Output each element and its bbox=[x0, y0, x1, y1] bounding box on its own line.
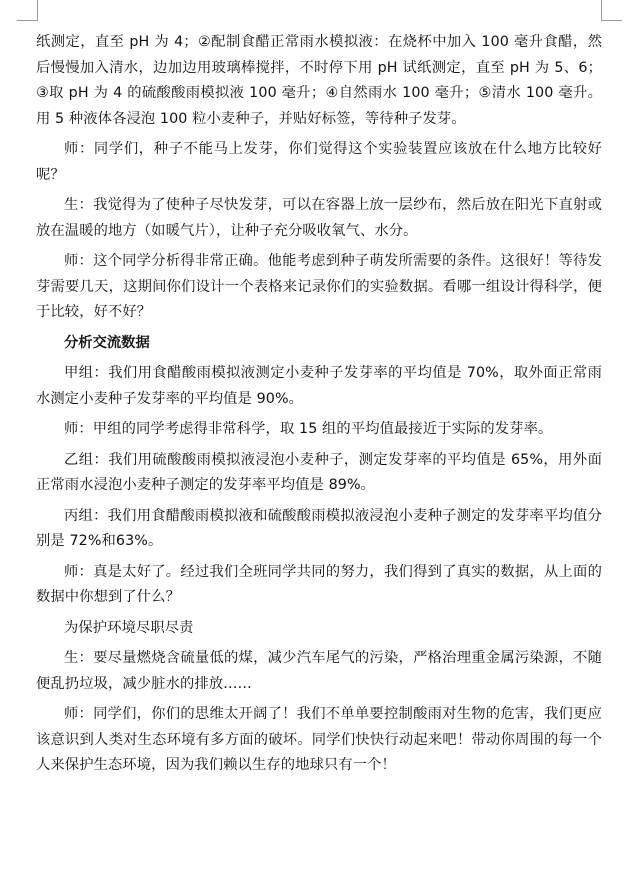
paragraph-teacher-summary: 师：真是太好了。经过我们全班同学共同的努力，我们得到了真实的数据，从上面的数据中你想到了什么？ bbox=[36, 563, 602, 605]
page-corner-mark-left bbox=[17, 0, 38, 21]
paragraph-teacher-closing: 师：同学们，你们的思维太开阔了！我们不单单要控制酸雨对生物的危害，我们更应该意识到人类对生态环境有多方面的破坏。同学们快快行动起来吧！带动你周围的每一个人来保护生态环境，因为我们赖以生存的地球只有一个！ bbox=[36, 706, 602, 773]
paragraph-teacher-question: 师：同学们，种子不能马上发芽，你们觉得这个实验装置应该放在什么地方比较好呢？ bbox=[36, 141, 602, 183]
paragraph-student-answer: 生：我觉得为了使种子尽快发芽，可以在容器上放一层纱布，然后放在阳光下直射或放在温暖的地方（如暖气片），让种子充分吸收氧气、水分。 bbox=[36, 197, 602, 239]
document-body bbox=[36, 30, 602, 784]
paragraph-experiment-steps: 纸测定，直至 pH 为 4；②配制食醋正常雨水模拟液：在烧杯中加入 100 毫升食醋，然后慢慢加入清水，边加边用玻璃棒搅拌，不时停下用 pH 试纸测定，直至 pH 为 5、6；③取 pH 为 4 的硫酸酸雨模拟液 100 毫升；④自然雨水 100 毫升；⑤清水 100 毫升。用 5 种液体各浸泡 100 粒小麦种子，并贴好标签，等待种子发芽。 bbox=[36, 34, 602, 127]
section-heading-analysis: 分析交流数据 bbox=[64, 334, 150, 351]
paragraph-teacher-group-a: 师：甲组的同学考虑得非常科学，取 15 组的平均值最接近于实际的发芽率。 bbox=[64, 421, 553, 437]
paragraph-group-c: 丙组：我们用食醋酸雨模拟液和硫酸酸雨模拟液浸泡小麦种子测定的发芽率平均值分别是 72%和63%。 bbox=[36, 507, 602, 549]
paragraph-group-a: 甲组：我们用食醋酸雨模拟液测定小麦种子发芽率的平均值是 70%，取外面正常雨水测定小麦种子发芽率的平均值是 90%。 bbox=[36, 365, 602, 407]
page-corner-mark-right bbox=[601, 0, 622, 21]
section-heading-protect-environment: 为保护环境尽职尽责 bbox=[64, 619, 194, 636]
paragraph-student-suggestions: 生：要尽量燃烧含硫量低的煤，减少汽车尾气的污染，严格治理重金属污染源，不随便乱扔垃圾，减少脏水的排放…… bbox=[36, 650, 602, 692]
paragraph-group-b: 乙组：我们用硫酸酸雨模拟液浸泡小麦种子，测定发芽率的平均值是 65%，用外面正常雨水浸泡小麦种子测定的发芽率平均值是 89%。 bbox=[36, 451, 602, 493]
paragraph-teacher-comment: 师：这个同学分析得非常正确。他能考虑到种子萌发所需要的条件。这很好！等待发芽需要几天，这期间你们设计一个表格来记录你们的实验数据。看哪一组设计得科学，便于比较，好不好？ bbox=[36, 253, 602, 320]
